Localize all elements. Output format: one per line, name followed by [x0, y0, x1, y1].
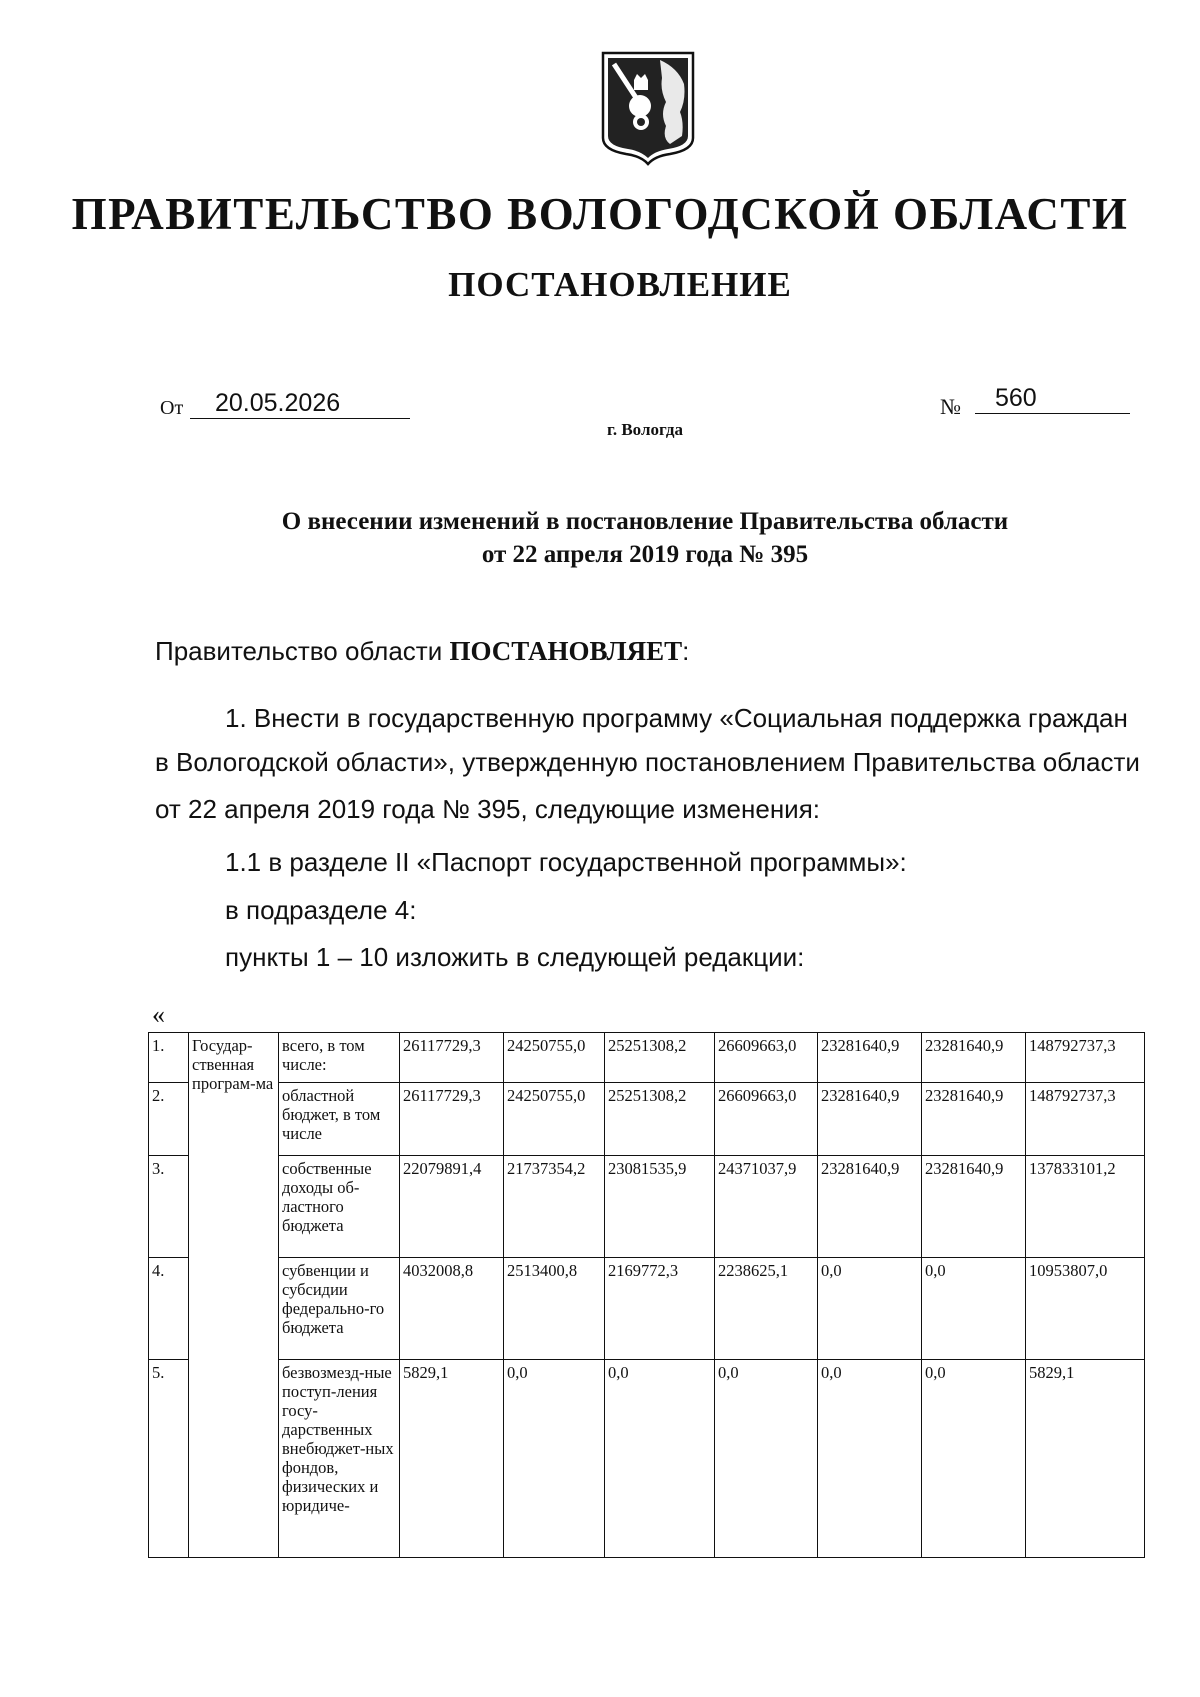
- amount-cell: 5829,1: [1026, 1360, 1145, 1558]
- funding-source-cell: субвенции и субсидии федерально-го бюджета: [279, 1258, 400, 1360]
- organization-title: ПРАВИТЕЛЬСТВО ВОЛОГОДСКОЙ ОБЛАСТИ: [71, 189, 1129, 239]
- paragraph-2: 1.1 в разделе II «Паспорт государственной программы»:: [225, 847, 907, 877]
- amount-cell: 5829,1: [400, 1360, 504, 1558]
- amount-cell: 22079891,4: [400, 1156, 504, 1258]
- amount-cell: 26117729,3: [400, 1033, 504, 1083]
- intro-prefix: Правительство области: [155, 636, 450, 666]
- amount-cell: 148792737,3: [1026, 1033, 1145, 1083]
- row-number-cell: 2.: [149, 1083, 189, 1156]
- number-value: 560: [975, 383, 1130, 414]
- date-value: 20.05.2026: [190, 388, 410, 419]
- amount-cell: 23081535,9: [605, 1156, 715, 1258]
- amount-cell: 0,0: [922, 1258, 1026, 1360]
- amount-cell: 0,0: [504, 1360, 605, 1558]
- amount-cell: 23281640,9: [922, 1156, 1026, 1258]
- funding-source-cell: всего, в том числе:: [279, 1033, 400, 1083]
- amount-cell: 26117729,3: [400, 1083, 504, 1156]
- amount-cell: 0,0: [922, 1360, 1026, 1558]
- amount-cell: 10953807,0: [1026, 1258, 1145, 1360]
- financing-table: [148, 1032, 1145, 1558]
- paragraph-4: пункты 1 – 10 изложить в следующей редакции:: [225, 942, 805, 972]
- amount-cell: 26609663,0: [715, 1083, 818, 1156]
- amount-cell: 25251308,2: [605, 1083, 715, 1156]
- amount-cell: 24250755,0: [504, 1083, 605, 1156]
- row-number-cell: 5.: [149, 1360, 189, 1558]
- subject-line-2: от 22 апреля 2019 года № 395: [481, 541, 809, 568]
- table-row: [149, 1360, 1145, 1558]
- row-number-cell: 3.: [149, 1156, 189, 1258]
- funding-source-cell: безвозмезд-ные поступ-ления госу-дарственных внебюджет-ных фондов, физических и юридиче-: [279, 1360, 400, 1558]
- table-row: [149, 1033, 1145, 1083]
- paragraph-1-line-2: в Вологодской области», утвержденную постановлением Правительства области: [155, 747, 1140, 777]
- row-number-cell: 4.: [149, 1258, 189, 1360]
- amount-cell: 2169772,3: [605, 1258, 715, 1360]
- row-number-cell: 1.: [149, 1033, 189, 1083]
- paragraph-1-line-1: 1. Внести в государственную программу «Социальная поддержка граждан: [225, 703, 1128, 733]
- paragraph-1-line-3: от 22 апреля 2019 года № 395, следующие изменения:: [155, 794, 821, 824]
- document-subject: [0, 505, 1200, 571]
- amount-cell: 26609663,0: [715, 1033, 818, 1083]
- amount-cell: 137833101,2: [1026, 1156, 1145, 1258]
- table-row: [149, 1083, 1145, 1156]
- intro-resolution-word: ПОСТАНОВЛЯЕТ: [449, 636, 683, 666]
- table-row: [149, 1156, 1145, 1258]
- amount-cell: 23281640,9: [922, 1083, 1026, 1156]
- amount-cell: 24250755,0: [504, 1033, 605, 1083]
- amount-cell: 0,0: [605, 1360, 715, 1558]
- amount-cell: 23281640,9: [818, 1033, 922, 1083]
- city: г. Вологда: [607, 420, 683, 439]
- date-label: От: [160, 397, 184, 419]
- amount-cell: 2513400,8: [504, 1258, 605, 1360]
- coat-of-arms-emblem: [600, 50, 696, 166]
- funding-source-cell: областной бюджет, в том числе: [279, 1083, 400, 1156]
- funding-source-cell: собственные доходы об-ластного бюджета: [279, 1156, 400, 1258]
- paragraph-3: в подразделе 4:: [225, 895, 417, 925]
- amount-cell: 0,0: [818, 1360, 922, 1558]
- amount-cell: 4032008,8: [400, 1258, 504, 1360]
- document-type: ПОСТАНОВЛЕНИЕ: [448, 265, 792, 304]
- amount-cell: 148792737,3: [1026, 1083, 1145, 1156]
- number-label: №: [940, 394, 961, 419]
- amount-cell: 2238625,1: [715, 1258, 818, 1360]
- program-label-cell: Государ-ственная програм-ма: [189, 1033, 279, 1558]
- opening-quote: «: [152, 1000, 165, 1029]
- table-row: [149, 1258, 1145, 1360]
- amount-cell: 23281640,9: [818, 1083, 922, 1156]
- amount-cell: 25251308,2: [605, 1033, 715, 1083]
- amount-cell: 0,0: [715, 1360, 818, 1558]
- amount-cell: 23281640,9: [922, 1033, 1026, 1083]
- amount-cell: 24371037,9: [715, 1156, 818, 1258]
- intro-suffix: :: [682, 636, 690, 666]
- intro-paragraph: [155, 636, 1145, 667]
- amount-cell: 23281640,9: [818, 1156, 922, 1258]
- amount-cell: 21737354,2: [504, 1156, 605, 1258]
- amount-cell: 0,0: [818, 1258, 922, 1360]
- subject-line-1: О внесении изменений в постановление Правительства области: [281, 508, 1009, 535]
